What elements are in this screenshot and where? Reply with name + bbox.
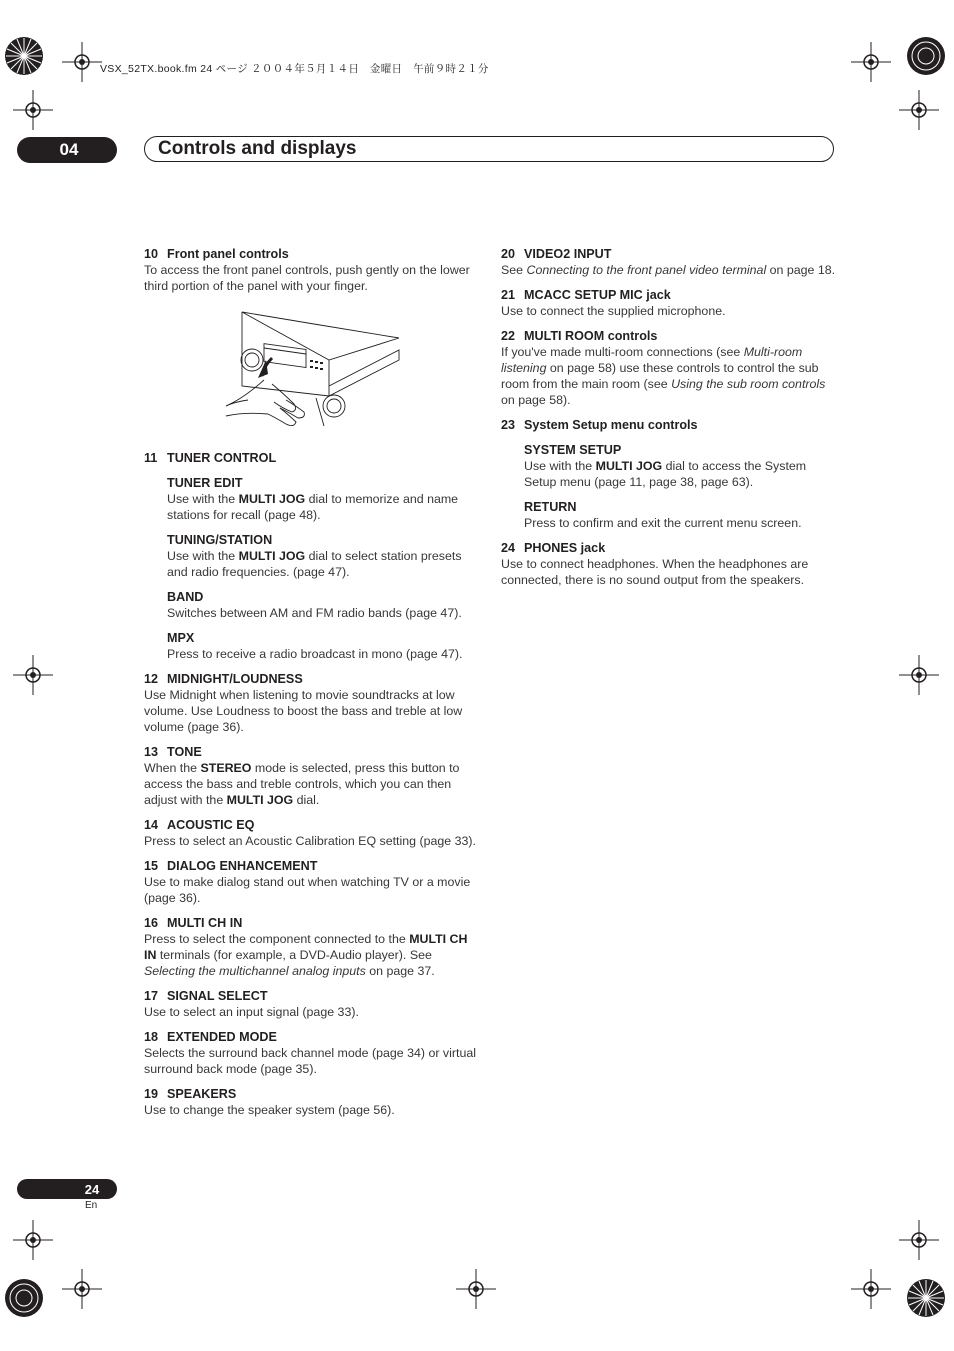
section-heading: 17 SIGNAL SELECT xyxy=(144,989,268,1003)
section-heading: 20 VIDEO2 INPUT xyxy=(501,247,612,261)
crosshair-icon xyxy=(899,90,939,130)
section-17 xyxy=(144,988,480,1020)
registration-wheel-icon xyxy=(906,36,946,76)
section-10 xyxy=(144,246,480,438)
section-heading: 15 DIALOG ENHANCEMENT xyxy=(144,859,318,873)
crosshair-icon xyxy=(456,1269,496,1309)
front-panel-illustration xyxy=(224,308,404,438)
section-20 xyxy=(501,246,837,278)
section-heading: 16 MULTI CH IN xyxy=(144,916,243,930)
subsection-return: RETURN Press to confirm and exit the current menu screen. xyxy=(524,500,802,530)
section-body: Press to select an Acoustic Calibration EQ setting (page 33). xyxy=(144,834,476,848)
section-12 xyxy=(144,671,480,735)
registration-wheel-icon xyxy=(4,36,44,76)
section-body: Use to connect the supplied microphone. xyxy=(501,304,726,318)
section-body: Use to connect headphones. When the headphones are connected, there is no sound output from the speakers. xyxy=(501,557,809,587)
section-body: If you've made multi-room connections (see Multi-room listening on page 58) use these controls to control the sub room from the main room (see Using the sub room controls on page 58). xyxy=(501,345,826,407)
section-heading: 11 TUNER CONTROL xyxy=(144,451,277,465)
section-19 xyxy=(144,1086,480,1118)
section-heading: 12 MIDNIGHT/LOUDNESS xyxy=(144,672,303,686)
section-15 xyxy=(144,858,480,906)
section-heading: 23 System Setup menu controls xyxy=(501,418,698,432)
section-heading: 21 MCACC SETUP MIC jack xyxy=(501,288,671,302)
subsection-tuner-edit: TUNER EDIT Use with the MULTI JOG dial to memorize and name stations for recall (page 48). xyxy=(167,476,459,522)
section-body: See Connecting to the front panel video terminal on page 18. xyxy=(501,263,836,277)
subsection-mpx: MPX Press to receive a radio broadcast in mono (page 47). xyxy=(167,631,463,661)
section-body: Use to make dialog stand out when watching TV or a movie (page 36). xyxy=(144,875,471,905)
subsection-tuning-station: TUNING/STATION Use with the MULTI JOG dial to select station presets and radio frequencies. (page 47). xyxy=(167,533,462,579)
section-21 xyxy=(501,287,837,319)
section-body: Use to select an input signal (page 33). xyxy=(144,1005,359,1019)
left-column xyxy=(144,246,480,1127)
crosshair-icon xyxy=(13,655,53,695)
crosshair-icon xyxy=(62,42,102,82)
chapter-number: 04 xyxy=(17,137,117,163)
registration-wheel-icon xyxy=(906,1278,946,1318)
section-heading: 14 ACOUSTIC EQ xyxy=(144,818,255,832)
section-body: Use Midnight when listening to movie soundtracks at low volume. Use Loudness to boost the bass and treble at low volume (page 36). xyxy=(144,688,463,734)
crosshair-icon xyxy=(899,1220,939,1260)
section-22 xyxy=(501,328,837,408)
crosshair-icon xyxy=(13,1220,53,1260)
section-heading: 24 PHONES jack xyxy=(501,541,606,555)
crosshair-icon xyxy=(851,1269,891,1309)
subsection-system-setup: SYSTEM SETUP Use with the MULTI JOG dial to access the System Setup menu (page 11, page 38, page 63). xyxy=(524,443,807,489)
section-11 xyxy=(144,450,480,662)
chapter-title: Controls and displays xyxy=(158,138,357,159)
language-code: En xyxy=(85,1200,98,1211)
crosshair-icon xyxy=(851,42,891,82)
section-heading: 10 Front panel controls xyxy=(144,247,289,261)
subsection-band: BAND Switches between AM and FM radio bands (page 47). xyxy=(167,590,462,620)
file-header: VSX_52TX.book.fm 24 ページ ２００４年５月１４日 金曜日 午前９時２１分 xyxy=(100,63,489,75)
section-heading: 18 EXTENDED MODE xyxy=(144,1030,277,1044)
section-16 xyxy=(144,915,480,979)
section-body: Use to change the speaker system (page 56). xyxy=(144,1103,395,1117)
section-body: Press to select the component connected to the MULTI CH IN terminals (for example, a DVD-Audio player). See Selecting the multichannel analog inputs on page 37. xyxy=(144,932,468,978)
crosshair-icon xyxy=(62,1269,102,1309)
crosshair-icon xyxy=(899,655,939,695)
section-14 xyxy=(144,817,480,849)
section-23 xyxy=(501,417,837,531)
section-24 xyxy=(501,540,837,588)
registration-wheel-icon xyxy=(4,1278,44,1318)
crosshair-icon xyxy=(13,90,53,130)
section-13 xyxy=(144,744,480,808)
section-body: When the STEREO mode is selected, press this button to access the bass and treble controls, which you can then adjust with the MULTI JOG dial. xyxy=(144,761,460,807)
section-heading: 13 TONE xyxy=(144,745,202,759)
right-column xyxy=(501,246,837,597)
section-18 xyxy=(144,1029,480,1077)
section-heading: 22 MULTI ROOM controls xyxy=(501,329,658,343)
section-body: Selects the surround back channel mode (page 34) or virtual surround back mode (page 35). xyxy=(144,1046,476,1076)
section-heading: 19 SPEAKERS xyxy=(144,1087,237,1101)
page-number: 24 xyxy=(17,1179,117,1199)
section-body: To access the front panel controls, push gently on the lower third portion of the panel with your finger. xyxy=(144,263,470,293)
